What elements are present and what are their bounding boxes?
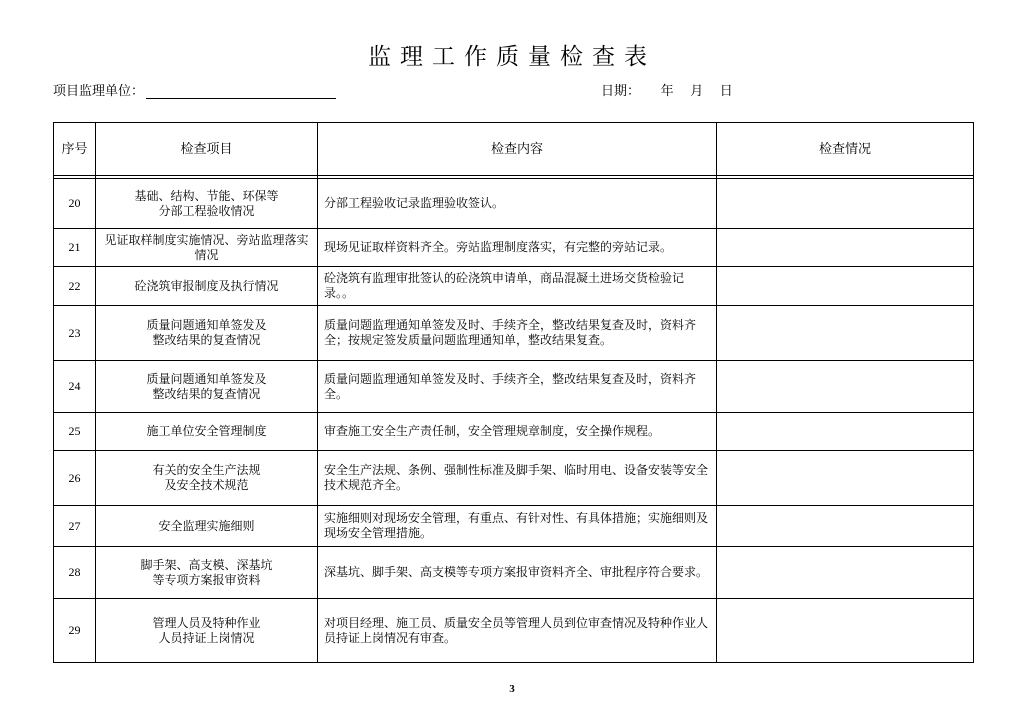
table-row — [54, 267, 974, 306]
row-item: 管理人员及特种作业 人员持证上岗情况 — [96, 599, 318, 663]
row-content: 对项目经理、施工员、质量安全员等管理人员到位审查情况及特种作业人员持证上岗情况有审查。 — [318, 599, 717, 663]
header-no: 序号 — [54, 123, 96, 176]
row-status — [717, 599, 974, 663]
supervision-unit-line — [53, 80, 336, 99]
row-content: 质量问题监理通知单签发及时、手续齐全，整改结果复查及时，资料齐全。 — [318, 361, 717, 413]
header-status: 检查情况 — [717, 123, 974, 176]
row-no: 27 — [54, 506, 96, 547]
row-item: 质量问题通知单签发及 整改结果的复查情况 — [96, 361, 318, 413]
table-row — [54, 306, 974, 361]
row-status — [717, 451, 974, 506]
row-no: 22 — [54, 267, 96, 306]
row-item: 质量问题通知单签发及 整改结果的复查情况 — [96, 306, 318, 361]
table-row — [54, 179, 974, 229]
table-row — [54, 229, 974, 267]
row-no: 29 — [54, 599, 96, 663]
document-title: 监理工作质量检查表 — [368, 44, 656, 70]
header-content: 检查内容 — [318, 123, 717, 176]
supervision-unit-label: 项目监理单位： — [53, 84, 145, 99]
row-content: 现场见证取样资料齐全。旁站监理制度落实，有完整的旁站记录。 — [318, 229, 717, 267]
row-status — [717, 306, 974, 361]
row-content: 实施细则对现场安全管理，有重点、有针对性、有具体措施；实施细则及现场安全管理措施。 — [318, 506, 717, 547]
row-no: 23 — [54, 306, 96, 361]
row-no: 24 — [54, 361, 96, 413]
row-status — [717, 506, 974, 547]
row-status — [717, 547, 974, 599]
row-item: 有关的安全生产法规 及安全技术规范 — [96, 451, 318, 506]
row-item: 砼浇筑审报制度及执行情况 — [96, 267, 318, 306]
row-no: 25 — [54, 413, 96, 451]
row-content: 深基坑、脚手架、高支模等专项方案报审资料齐全、审批程序符合要求。 — [318, 547, 717, 599]
row-item: 见证取样制度实施情况、旁站监理落实情况 — [96, 229, 318, 267]
table-row — [54, 599, 974, 663]
row-content: 分部工程验收记录监理验收签认。 — [318, 179, 717, 229]
row-status — [717, 179, 974, 229]
row-content: 安全生产法规、条例、强制性标准及脚手架、临时用电、设备安装等安全技术规范齐全。 — [318, 451, 717, 506]
row-item: 脚手架、高支模、深基坑 等专项方案报审资料 — [96, 547, 318, 599]
date-line: 日期： 年 月 日 — [601, 84, 733, 99]
row-content: 质量问题监理通知单签发及时、手续齐全，整改结果复查及时，资料齐全；按规定签发质量问题监理通知单，整改结果复查。 — [318, 306, 717, 361]
inspection-table — [53, 122, 974, 663]
table-header-row — [54, 123, 974, 176]
row-status — [717, 361, 974, 413]
row-item: 安全监理实施细则 — [96, 506, 318, 547]
row-no: 28 — [54, 547, 96, 599]
table-row — [54, 506, 974, 547]
row-content: 审查施工安全生产责任制，安全管理规章制度，安全操作规程。 — [318, 413, 717, 451]
row-item: 基础、结构、节能、环保等 分部工程验收情况 — [96, 179, 318, 229]
row-no: 26 — [54, 451, 96, 506]
header-item: 检查项目 — [96, 123, 318, 176]
row-no: 21 — [54, 229, 96, 267]
row-status — [717, 413, 974, 451]
table-row — [54, 413, 974, 451]
row-content: 砼浇筑有监理审批签认的砼浇筑申请单，商品混凝土进场交货检验记录。。 — [318, 267, 717, 306]
table-row — [54, 451, 974, 506]
row-no: 20 — [54, 179, 96, 229]
row-status — [717, 267, 974, 306]
row-item: 施工单位安全管理制度 — [96, 413, 318, 451]
page-number: 3 — [509, 683, 515, 695]
table-row — [54, 547, 974, 599]
row-status — [717, 229, 974, 267]
table-row — [54, 361, 974, 413]
supervision-unit-blank — [146, 84, 336, 99]
